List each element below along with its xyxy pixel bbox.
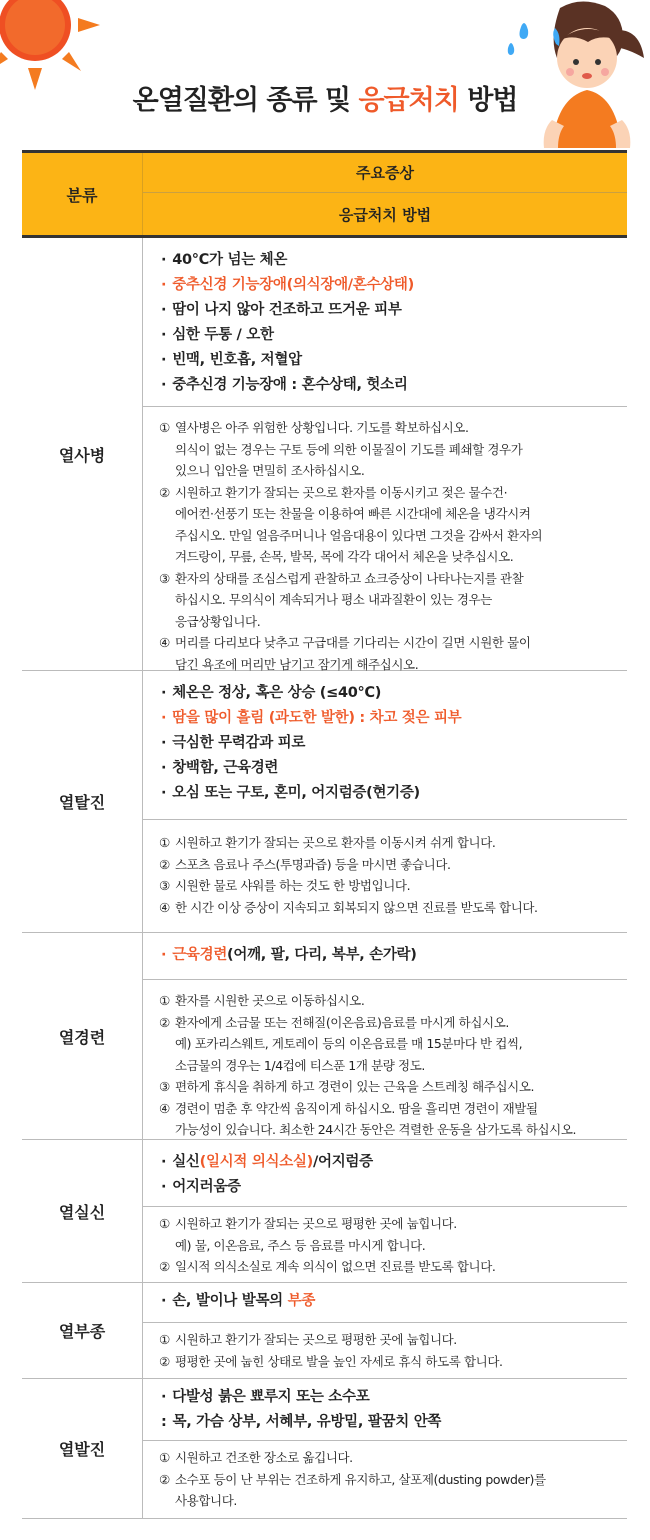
- symptom-item: · 체온은 정상, 혹은 상승 (≤40℃): [161, 685, 382, 701]
- table-row: [22, 1379, 627, 1519]
- header-first-aid: 응급처치 방법: [143, 193, 627, 235]
- first-aid-item: ③ 환자의 상태를 조심스럽게 관찰하고 쇼크증상이 나타나는지를 관찰 하십시오. 무의식이 계속되거나 평소 내과질환이 있는 경우는 응급상황입니다.: [159, 570, 524, 629]
- symptom-list: [143, 1283, 627, 1323]
- header-symptoms: 주요증상: [143, 153, 627, 193]
- first-aid-list: [143, 820, 627, 928]
- symptom-item: · 어지러움증: [161, 1179, 241, 1195]
- row-category: 열탈진: [22, 671, 143, 932]
- symptom-item: · 창백함, 근육경련: [161, 760, 279, 776]
- first-aid-item: ① 시원하고 환기가 잘되는 곳으로 환자를 이동시켜 쉬게 합니다.: [159, 835, 496, 850]
- table-row: [22, 1140, 627, 1283]
- symptom-list: [143, 1140, 627, 1207]
- first-aid-item: ③ 편하게 휴식을 취하게 하고 경련이 있는 근육을 스트레칭 해주십시오.: [159, 1079, 535, 1094]
- first-aid-item: ② 환자에게 소금물 또는 전해질(이온음료)음료를 마시게 하십시오. 예) 포카리스웨트, 게토레이 등의 이온음료를 매 15분마다 반 컵씩, 소금물의 경우는 1/4컵에 티스푼 1개 분량 정도.: [159, 1014, 523, 1073]
- header-category: 분류: [22, 153, 143, 235]
- page-header: [0, 0, 650, 150]
- heat-illness-table: [22, 150, 627, 1519]
- first-aid-item: ① 시원하고 환기가 잘되는 곳으로 평평한 곳에 눕힙니다.: [159, 1332, 457, 1347]
- first-aid-item: ① 시원하고 환기가 잘되는 곳으로 평평한 곳에 눕힙니다. 예) 물, 이온음료, 주스 등 음료를 마시게 합니다.: [159, 1216, 457, 1253]
- symptom-list: [143, 238, 627, 407]
- table-row: [22, 933, 627, 1140]
- first-aid-list: [143, 980, 627, 1151]
- table-header: [22, 153, 627, 238]
- sweating-girl-illustration: [490, 0, 650, 148]
- first-aid-item: ② 평평한 곳에 눕힌 상태로 발을 높인 자세로 휴식 하도록 합니다.: [159, 1353, 503, 1369]
- symptom-item: : 목, 가슴 상부, 서혜부, 유방밑, 팔꿈치 안쪽: [161, 1414, 442, 1430]
- symptom-item: · 오심 또는 구토, 혼미, 어지럼증(현기증): [161, 785, 420, 801]
- symptom-item: · 중추신경 기능장애 : 혼수상태, 헛소리: [161, 377, 408, 393]
- first-aid-item: ④ 한 시간 이상 증상이 지속되고 회복되지 않으면 진료를 받도록 합니다.: [159, 899, 538, 915]
- first-aid-list: [143, 407, 627, 685]
- first-aid-item: ② 소수포 등이 난 부위는 건조하게 유지하고, 살포제(dusting powder)를 사용합니다.: [159, 1471, 546, 1508]
- symptom-item: · 손, 발이나 발목의 부종: [161, 1293, 316, 1309]
- first-aid-item: ① 환자를 시원한 곳으로 이동하십시오.: [159, 993, 365, 1008]
- row-category: 열실신: [22, 1140, 143, 1282]
- symptom-list: [143, 1379, 627, 1441]
- first-aid-item: ② 스포츠 음료나 주스(투명과즙) 등을 마시면 좋습니다.: [159, 856, 451, 872]
- symptom-item: · 땀을 많이 흘림 (과도한 발한) : 차고 젖은 피부: [161, 710, 462, 726]
- sweat-drop-icon: [508, 43, 514, 55]
- first-aid-list: [143, 1323, 627, 1382]
- first-aid-item: ① 열사병은 아주 위험한 상황입니다. 기도를 확보하십시오. 의식이 없는 경우는 구토 등에 의한 이물질이 기도를 폐쇄할 경우가 있으니 입안을 면밀히 조사하십시오.: [159, 420, 523, 478]
- symptom-list: [143, 671, 627, 820]
- first-aid-list: [143, 1207, 627, 1288]
- first-aid-item: ④ 경련이 멈춘 후 약간씩 움직이게 하십시오. 땀을 흘리면 경련이 재발될 가능성이 있습니다. 최소한 24시간 동안은 격렬한 운동을 삼가도록 하십시오.: [159, 1100, 577, 1137]
- page-title: 온열질환의 종류 및 응급처치 방법: [132, 85, 518, 116]
- symptom-item: · 심한 두통 / 오한: [161, 327, 274, 343]
- table-row: [22, 238, 627, 671]
- first-aid-list: [143, 1441, 627, 1522]
- symptom-item: · 땀이 나지 않아 건조하고 뜨거운 피부: [161, 302, 402, 318]
- sweat-drop-icon: [520, 23, 529, 39]
- symptom-item: · 중추신경 기능장애(의식장애/혼수상태): [161, 277, 414, 293]
- symptom-item: · 근육경련(어깨, 팔, 다리, 복부, 손가락): [161, 947, 417, 963]
- table-row: [22, 1283, 627, 1379]
- first-aid-item: ② 일시적 의식소실로 계속 의식이 없으면 진료를 받도록 합니다.: [159, 1259, 496, 1274]
- symptom-item: · 다발성 붉은 뾰루지 또는 소수포: [161, 1389, 370, 1405]
- row-category: 열경련: [22, 933, 143, 1139]
- sun-icon: [0, 0, 100, 90]
- row-category: 열발진: [22, 1379, 143, 1518]
- symptom-item: · 빈맥, 빈호흡, 저혈압: [161, 352, 302, 368]
- row-category: 열부종: [22, 1283, 143, 1378]
- symptom-list: [143, 933, 627, 980]
- symptom-item: · 실신(일시적 의식소실)/어지럼증: [161, 1154, 373, 1170]
- table-row: [22, 671, 627, 933]
- symptom-item: · 극심한 무력감과 피로: [161, 735, 306, 751]
- first-aid-item: ② 시원하고 환기가 잘되는 곳으로 환자를 이동시키고 젖은 물수건· 에어컨·선풍기 또는 찬물을 이용하여 빠른 시간대에 체온을 냉각시켜 주십시오. 만일 얼음주머니나 얼음대용이 있다면 그것을 감싸서 환자의 겨드랑이, 무릎, 손목, 발목, 목에 각각 대어서 체온을 낮추십시오.: [159, 484, 543, 564]
- row-category: 열사병: [22, 238, 143, 670]
- symptom-item: · 40℃가 넘는 체온: [161, 252, 288, 268]
- first-aid-item: ① 시원하고 건조한 장소로 옮깁니다.: [159, 1450, 353, 1465]
- first-aid-item: ④ 머리를 다리보다 낮추고 구급대를 기다리는 시간이 길면 시원한 물이 담긴 욕조에 머리만 남기고 잠기게 해주십시오.: [159, 635, 531, 672]
- first-aid-item: ③ 시원한 물로 샤워를 하는 것도 한 방법입니다.: [159, 878, 411, 893]
